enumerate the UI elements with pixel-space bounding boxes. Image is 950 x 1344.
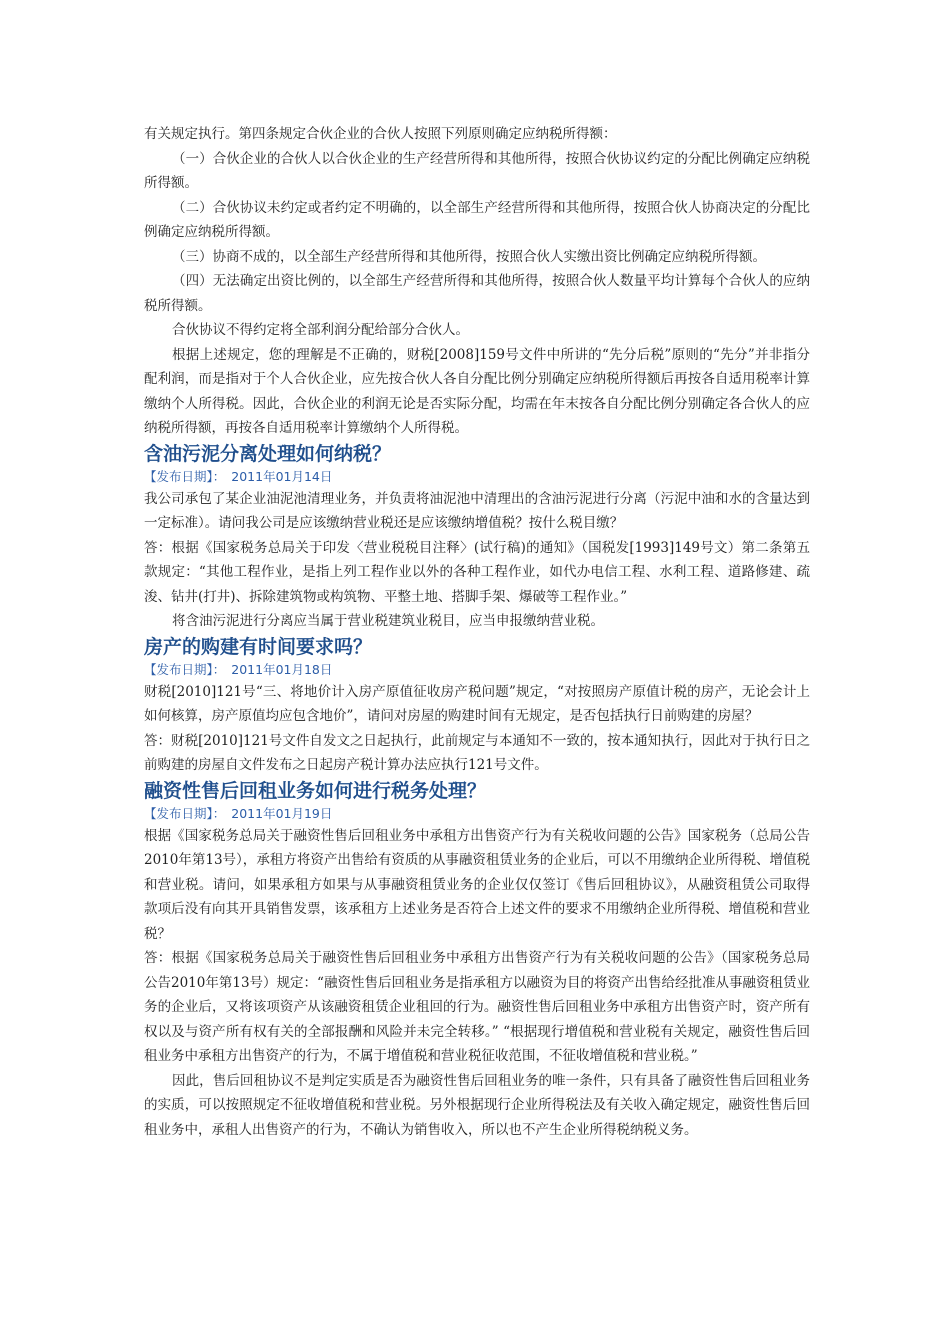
article-sale-leaseback — [144, 778, 810, 1143]
question-paragraph: 我公司承包了某企业油泥池清理业务，并负责将油泥池中清理出的含油污泥进行分离（污泥中油和水的含量达到一定标准）。请问我公司是应该缴纳营业税还是应该缴纳增值税？按什么税目缴？ — [144, 490, 810, 531]
publish-date-line — [144, 660, 810, 680]
article-title: 房产的购建有时间要求吗？ — [144, 635, 373, 658]
publish-date-label: 【发布日期】： — [144, 661, 226, 677]
question-paragraph: 财税[2010]121号“三、将地价计入房产原值征收房产税问题”规定，“对按照房产原值计税的房产，无论会计上如何核算，房产原值均应包含地价”，请问对房屋的购建时间有无规定，是否包括执行日前购建的房屋？ — [144, 683, 810, 724]
article-title: 融资性售后回租业务如何进行税务处理？ — [144, 779, 487, 802]
article-title: 含油污泥分离处理如何纳税？ — [144, 442, 392, 465]
publish-date-line — [144, 467, 810, 487]
article-property-purchase — [144, 634, 810, 778]
intro-paragraph-6: 合伙协议不得约定将全部利润分配给部分合伙人。 — [172, 322, 469, 338]
conclusion-paragraph: 将含油污泥进行分离应当属于营业税建筑业税目，应当申报缴纳营业税。 — [172, 613, 604, 629]
conclusion-paragraph: 因此，售后回租协议不是判定实质是否为融资性售后回租业务的唯一条件，只有具备了融资性售后回租业务的实质，可以按照规定不征收增值税和营业税。另外根据现行企业所得税法及有关收入确定规定，融资性售后回租业务中，承租人出售资产的行为，不确认为销售收入，所以也不产生企业所得税纳税义务。 — [144, 1072, 810, 1138]
intro-paragraph-7: 根据上述规定，您的理解是不正确的，财税[2008]159号文件中所讲的“先分后税”原则的“先分”并非指分配利润，而是指对于个人合伙企业，应先按合伙人各自分配比例分别确定应纳税所得额后再按各自适用税率计算缴纳个人所得税。因此，合伙企业的利润无论是否实际分配，均需在年末按各自分配比例分别确定各合伙人的应纳税所得额，再按各自适用税率计算缴纳个人所得税。 — [144, 346, 810, 436]
article-oil-sludge — [144, 441, 810, 634]
question-paragraph: 根据《国家税务总局关于融资性售后回租业务中承租方出售资产行为有关税收问题的公告》国家税务（总局公告2010年第13号），承租方将资产出售给有资质的从事融资租赁业务的企业后，可以不用缴纳企业所得税、增值税和营业税。请问，如果承租方如果与从事融资租赁业务的企业仅仅签订《售后回租协议》，从融资租赁公司取得款项后没有向其开具销售发票，该承租方上述业务是否符合上述文件的要求不用缴纳企业所得税、增值税和营业税？ — [144, 827, 810, 942]
publish-date: 2011年01月14日 — [231, 468, 333, 484]
document-page — [144, 122, 810, 1142]
publish-date-line — [144, 804, 810, 824]
publish-date: 2011年01月19日 — [231, 805, 333, 821]
answer-paragraph: 答：根据《国家税务总局关于印发〈营业税税目注释〉(试行稿)的通知》（国税发[1993]149号文）第二条第五款规定：“其他工程作业，是指上列工程作业以外的各种工程作业，如代办电信工程、水利工程、道路修建、疏浚、钻井(打井)、拆除建筑物或构筑物、平整土地、搭脚手架、爆破等工程作业。” — [144, 539, 810, 605]
intro-paragraph-3: （二）合伙协议未约定或者约定不明确的，以全部生产经营所得和其他所得，按照合伙人协商决定的分配比例确定应纳税所得额。 — [144, 199, 810, 240]
publish-date: 2011年01月18日 — [231, 661, 333, 677]
intro-paragraph-1: 有关规定执行。第四条规定合伙企业的合伙人按照下列原则确定应纳税所得额： — [144, 126, 617, 142]
publish-date-label: 【发布日期】： — [144, 468, 226, 484]
intro-paragraph-4: （三）协商不成的，以全部生产经营所得和其他所得，按照合伙人实缴出资比例确定应纳税所得额。 — [172, 248, 766, 265]
publish-date-label: 【发布日期】： — [144, 805, 226, 821]
answer-paragraph: 答：根据《国家税务总局关于融资性售后回租业务中承租方出售资产行为有关税收问题的公告》（国家税务总局公告2010年第13号）规定：“融资性售后回租业务是指承租方以融资为目的将资产出售给经批准从事融资租赁业务的企业后，又将该项资产从该融资租赁企业租回的行为。融资性售后回租业务中承租方出售资产时，资产所有权以及与资产所有权有关的全部报酬和风险并未完全转移。” “根据现行增值税和营业税有关规定，融资性售后回租业务中承租方出售资产的行为，不属于增值税和营业税征收范围，不征收增值税和营业税。” — [144, 950, 810, 1064]
intro-paragraph-5: （四）无法确定出资比例的，以全部生产经营所得和其他所得，按照合伙人数量平均计算每个合伙人的应纳税所得额。 — [144, 273, 810, 314]
intro-paragraph-2: （一）合伙企业的合伙人以合伙企业的生产经营所得和其他所得，按照合伙协议约定的分配比例确定应纳税所得额。 — [144, 150, 810, 191]
answer-paragraph: 答：财税[2010]121号文件自发文之日起执行，此前规定与本通知不一致的，按本通知执行，因此对于执行日之前购建的房屋自文件发布之日起房产税计算办法应执行121号文件。 — [144, 732, 810, 773]
